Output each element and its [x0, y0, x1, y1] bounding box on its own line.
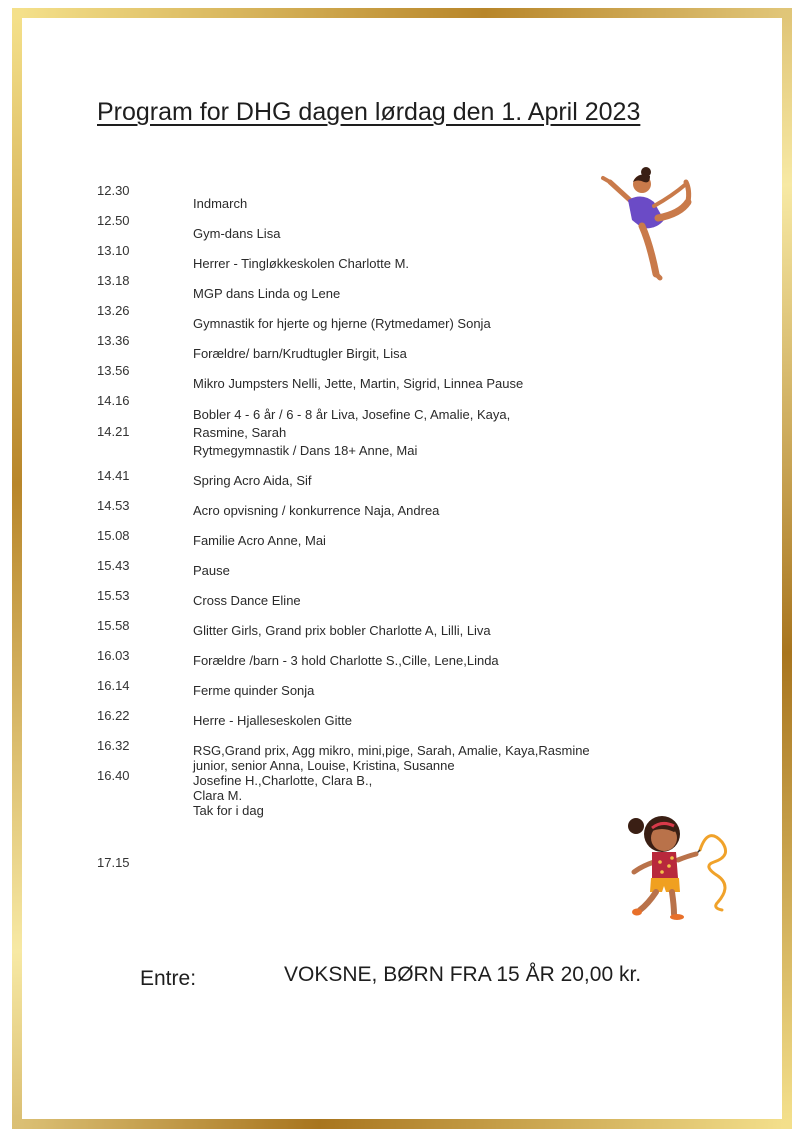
schedule-time: 13.18	[97, 273, 130, 288]
gymnast-illustration	[598, 162, 698, 282]
entre-label: Entre:	[140, 967, 197, 990]
schedule-time: 16.22	[97, 708, 130, 723]
schedule-time: 14.41	[97, 468, 130, 483]
schedule-item: Herre - Hjalleseskolen Gitte	[193, 713, 352, 728]
schedule-item: Mikro Jumpsters Nelli, Jette, Martin, Sigrid, Linnea Pause	[193, 376, 524, 391]
schedule-item: RSG,Grand prix, Agg mikro, mini,pige, Sarah, Amalie, Kaya,Rasmine junior, senior Anna, Louise, Kristina, Susanne Josefine H.,Charlotte, Clara B., Clara M. Tak for i dag	[193, 743, 590, 818]
schedule-item: Acro opvisning / konkurrence Naja, Andrea	[193, 503, 440, 518]
schedule-item: Herrer - Tingløkkeskolen Charlotte M.	[193, 256, 410, 271]
schedule-item: Gymnastik for hjerte og hjerne (Rytmedamer) Sonja	[193, 316, 491, 331]
schedule-item: Familie Acro Anne, Mai	[193, 533, 326, 548]
schedule-time: 13.26	[97, 303, 130, 318]
schedule-time: 17.15	[97, 855, 130, 870]
schedule-item: Forældre /barn - 3 hold Charlotte S.,Cille, Lene,Linda	[193, 653, 499, 668]
schedule-item: Rytmegymnastik / Dans 18+ Anne, Mai	[193, 443, 418, 458]
entre-price: VOKSNE, BØRN FRA 15 ÅR 20,00 kr.	[284, 963, 642, 986]
schedule-time: 14.53	[97, 498, 130, 513]
schedule-time: 15.08	[97, 528, 130, 543]
schedule-item: Forældre/ barn/Krudtugler Birgit, Lisa	[193, 346, 407, 361]
schedule-time: 15.43	[97, 558, 130, 573]
schedule-item: Glitter Girls, Grand prix bobler Charlotte A, Lilli, Liva	[193, 623, 491, 638]
schedule-item: Ferme quinder Sonja	[193, 683, 315, 698]
schedule-item: Cross Dance Eline	[193, 593, 301, 608]
schedule-time: 15.58	[97, 618, 130, 633]
schedule-time: 15.53	[97, 588, 130, 603]
page-title: Program for DHG dagen lørdag den 1. April 2023	[97, 98, 641, 126]
schedule-time: 13.10	[97, 243, 130, 258]
schedule-item: Gym-dans Lisa	[193, 226, 281, 241]
schedule-time: 12.30	[97, 183, 130, 198]
schedule-time: 13.36	[97, 333, 130, 348]
schedule-time: 16.40	[97, 768, 130, 783]
schedule-item: Pause	[193, 563, 230, 578]
schedule-time: 12.50	[97, 213, 130, 228]
schedule-item: Indmarch	[193, 196, 248, 211]
schedule-item: Bobler 4 - 6 år / 6 - 8 år Liva, Josefine C, Amalie, Kaya, Rasmine, Sarah	[193, 407, 511, 440]
schedule-item: MGP dans Linda og Lene	[193, 286, 341, 301]
schedule-time: 16.14	[97, 678, 130, 693]
schedule-item: Spring Acro Aida, Sif	[193, 473, 312, 488]
schedule-time: 13.56	[97, 363, 130, 378]
schedule-time: 16.32	[97, 738, 130, 753]
schedule-time: 16.03	[97, 648, 130, 663]
schedule-time: 14.16	[97, 393, 130, 408]
ribbon-girl-illustration	[622, 806, 738, 926]
schedule-time: 14.21	[97, 424, 130, 439]
